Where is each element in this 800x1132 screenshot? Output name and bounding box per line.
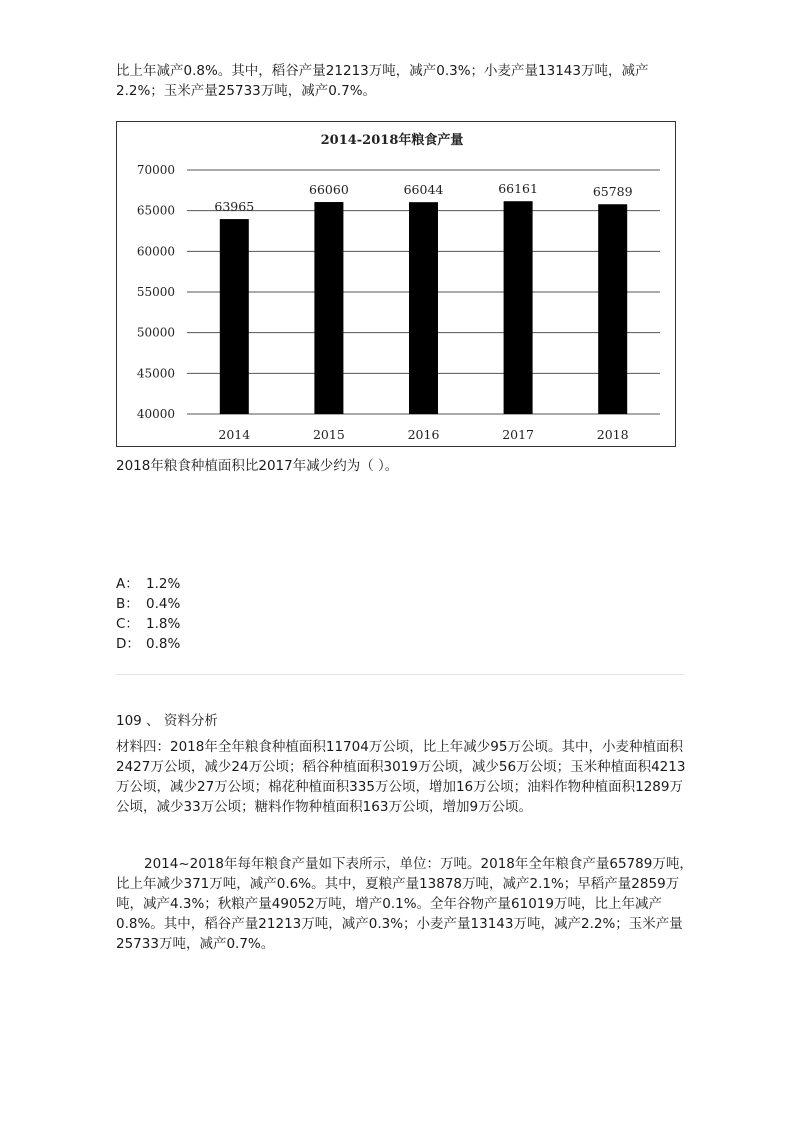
- x-tick-label: 2016: [407, 427, 440, 442]
- y-tick-label: 45000: [136, 366, 175, 381]
- intro-paragraph: 比上年减产0.8%。其中，稻谷产量21213万吨，减产0.3%；小麦产量13143万吨，减产2.2%；玉米产量25733万吨，减产0.7%。: [116, 63, 649, 99]
- chart-title: 2014-2018年粮食产量: [320, 133, 464, 148]
- material-paragraph: 材料四：2018年全年粮食种植面积11704万公顷，比上年减少95万公顷。其中，小麦种植面积2427万公顷，减少24万公顷；稻谷种植面积3019万公顷，减少56万公顷；玉米种植面积4213万公顷，减少27万公顷；棉花种植面积335万公顷，增加16万公顷；油料作物种植面积1289万公顷，减少33万公顷；糖料作物种植面积163万公顷，增加9万公顷。: [116, 739, 686, 815]
- section-divider: [116, 674, 684, 675]
- bar: [409, 202, 438, 414]
- option-value: 1.8%: [146, 616, 181, 632]
- y-tick-label: 40000: [136, 407, 175, 421]
- y-tick-label: 55000: [136, 285, 175, 299]
- question-text: 2018年粮食种植面积比2017年减少约为（ ）。: [116, 458, 399, 474]
- data-paragraph-text: 2014~2018年每年粮食产量如下表所示，单位：万吨。2018年全年粮食产量65789万吨，比上年减少371万吨，减产0.6%。其中，夏粮产量13878万吨，减产2.1%；早稻产量2859万吨，减产4.3%；秋粮产量49052万吨，增产0.1%。全年谷物产量61019万吨，比上年减产0.8%。其中，稻谷产量21213万吨，减产0.3%；小麦产量13143万吨，减产2.2%；玉米产量25733万吨，减产0.7%。: [116, 856, 693, 952]
- option-d[interactable]: [116, 634, 696, 654]
- option-letter: C：: [116, 616, 139, 632]
- y-tick-label: 65000: [136, 203, 175, 218]
- data-label: 66161: [498, 181, 538, 197]
- data-paragraph: [116, 854, 696, 954]
- x-tick-label: 2018: [596, 427, 629, 442]
- y-tick-label: 60000: [136, 244, 175, 259]
- y-tick-label: 50000: [136, 325, 175, 340]
- x-tick-label: 2015: [312, 427, 345, 442]
- option-c[interactable]: [116, 614, 696, 634]
- bar: [598, 204, 627, 414]
- x-tick-label: 2014: [218, 427, 251, 442]
- option-a[interactable]: [116, 574, 696, 594]
- option-letter: A：: [116, 576, 139, 592]
- bar: [220, 219, 249, 414]
- y-tick-label: 70000: [136, 163, 175, 177]
- data-label: 63965: [214, 199, 255, 215]
- option-letter: B：: [116, 596, 139, 612]
- option-value: 0.8%: [146, 636, 181, 652]
- question-header: 109 、 资料分析: [116, 713, 218, 729]
- data-label: 66044: [403, 182, 444, 198]
- data-label: 65789: [592, 184, 633, 200]
- options-list: [116, 574, 696, 654]
- bar: [504, 201, 533, 414]
- chart-frame: [116, 121, 676, 447]
- data-label: 66060: [309, 182, 349, 198]
- option-value: 1.2%: [146, 576, 181, 592]
- x-tick-label: 2017: [502, 427, 535, 442]
- bar: [314, 202, 343, 414]
- option-value: 0.4%: [146, 596, 181, 612]
- option-b[interactable]: [116, 594, 696, 614]
- option-letter: D：: [116, 636, 140, 652]
- bar-chart: [117, 122, 674, 445]
